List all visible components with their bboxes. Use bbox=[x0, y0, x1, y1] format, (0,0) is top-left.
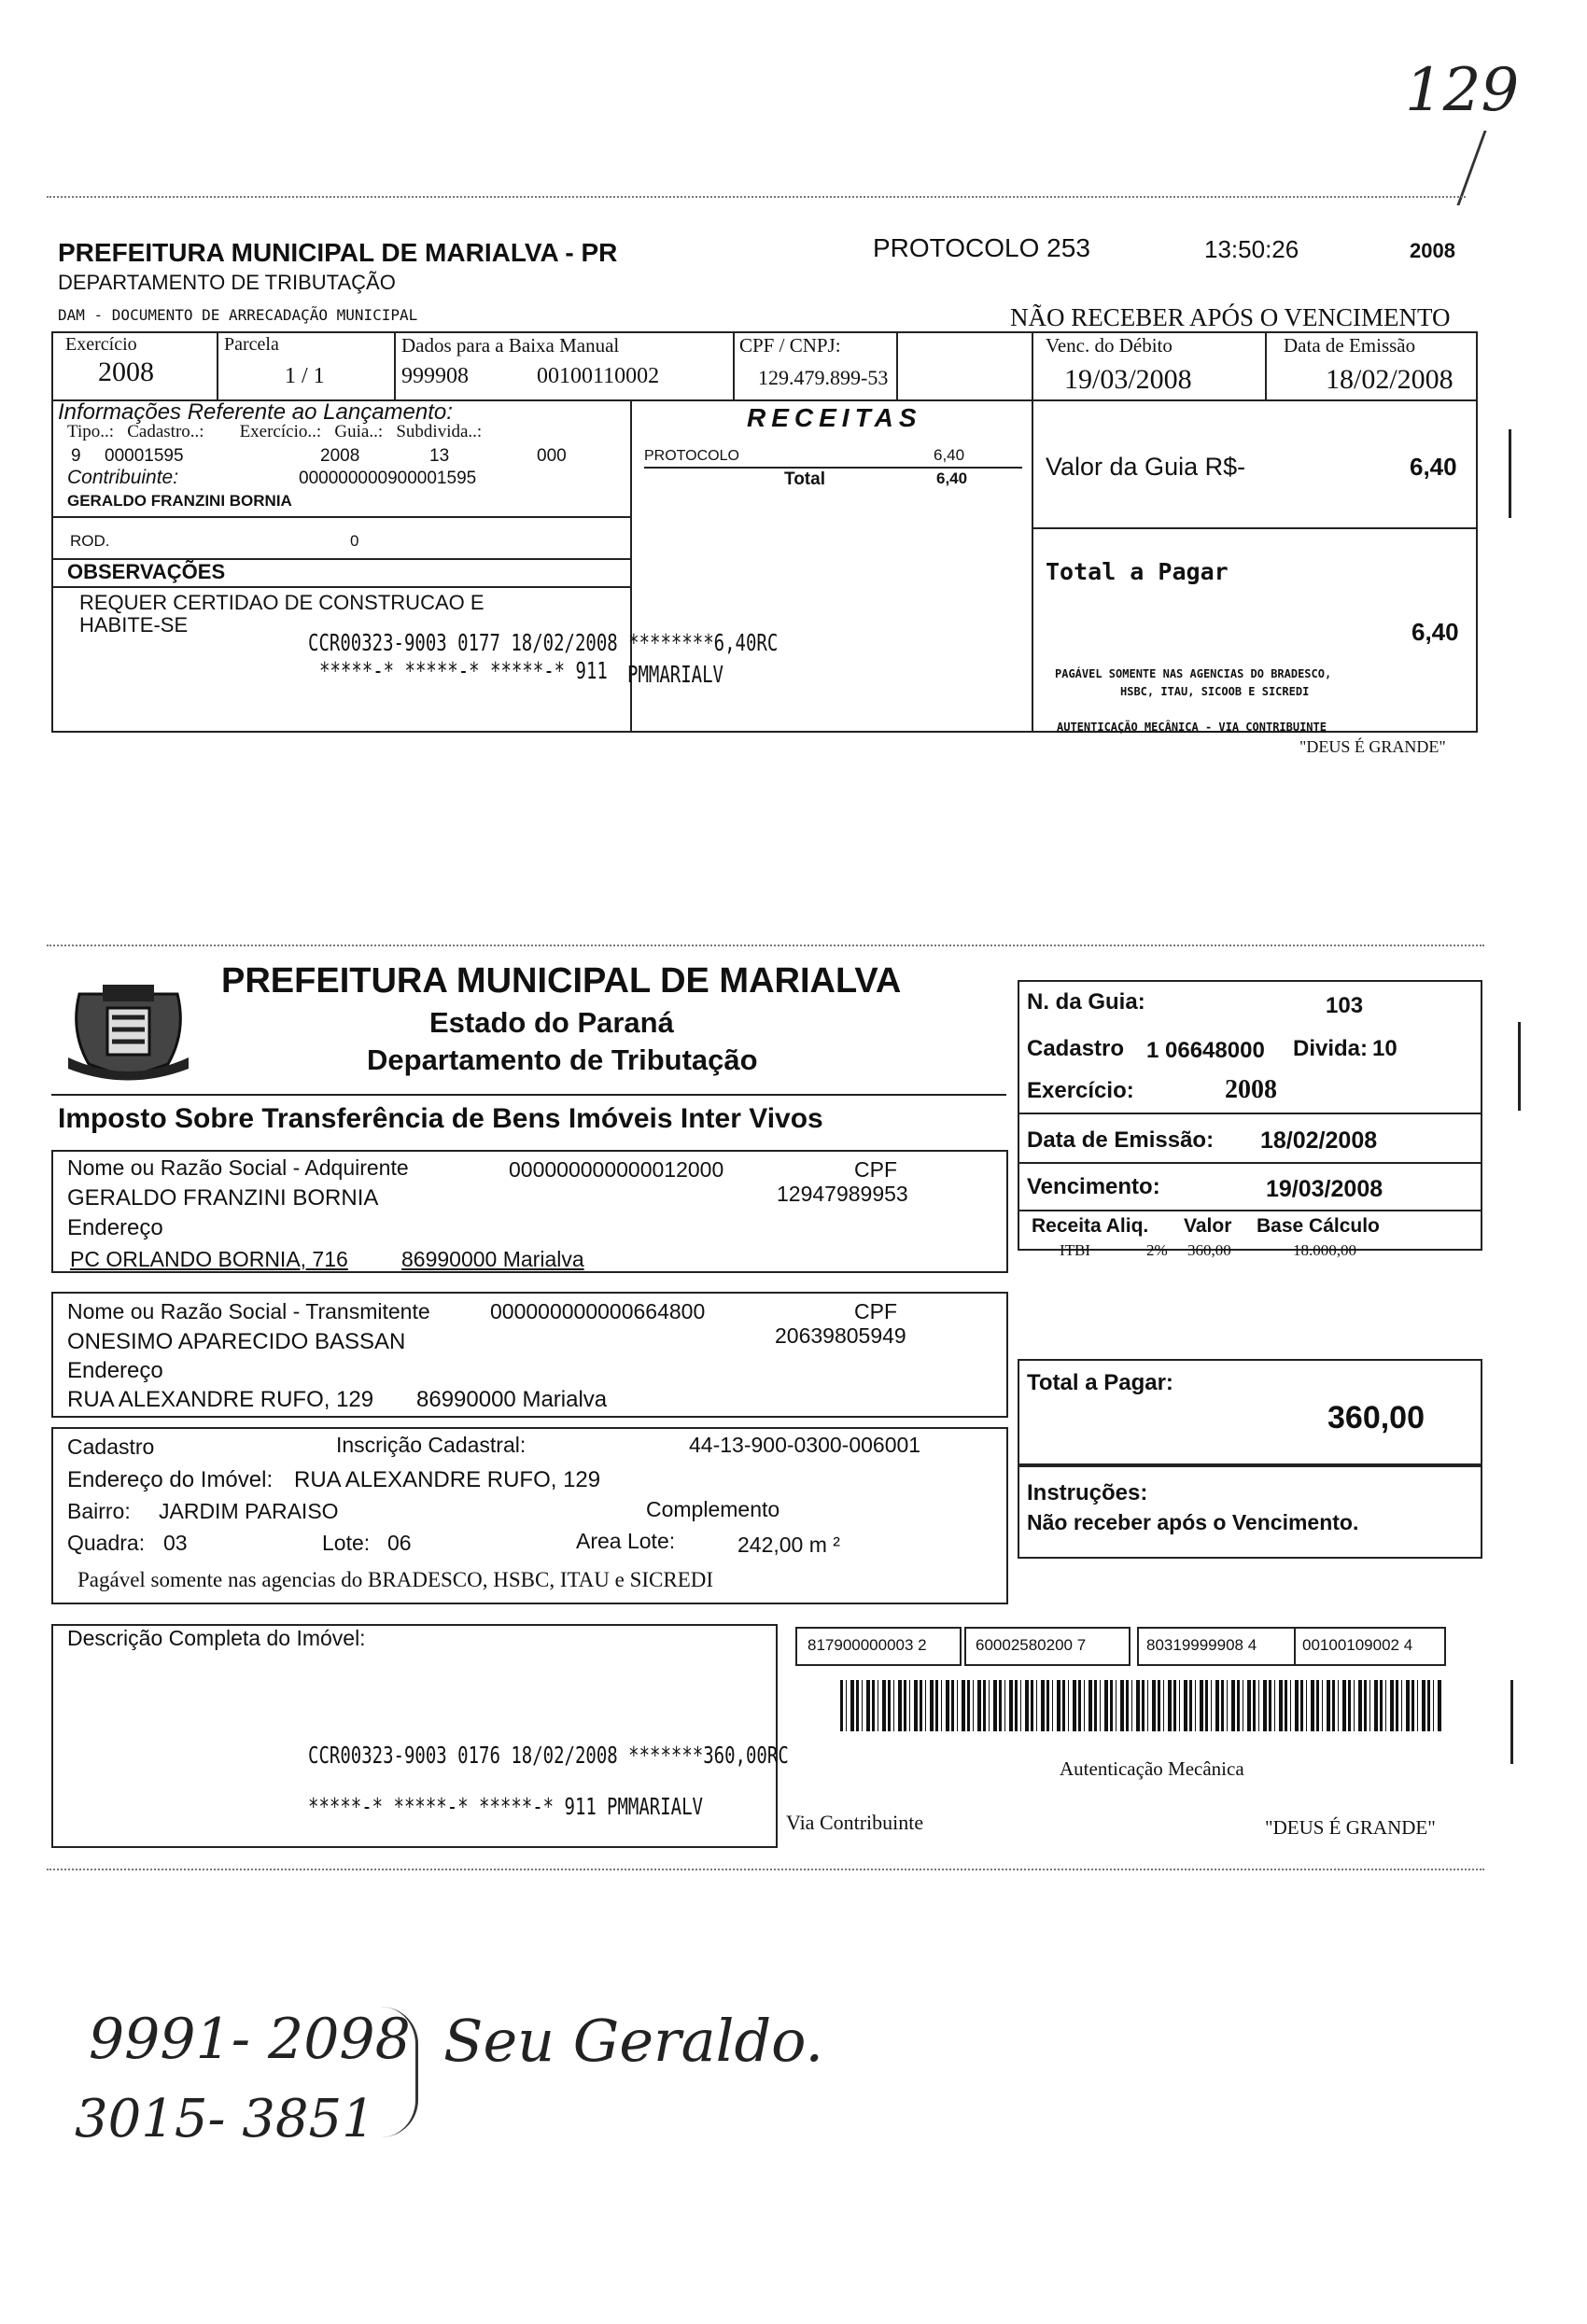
receitas-total-label: Total bbox=[784, 469, 825, 489]
info-tipo: 9 bbox=[71, 446, 81, 466]
rod-value: 0 bbox=[350, 532, 359, 550]
rule bbox=[1032, 331, 1033, 733]
adquirente-cep-city: 86990000 Marialva bbox=[401, 1247, 584, 1271]
divida-value: 10 bbox=[1372, 1036, 1397, 1061]
info-exercicio: 2008 bbox=[320, 446, 360, 466]
info-heading: Informações Referente ao Lançamento: bbox=[58, 399, 453, 425]
transmitente-cep-city: 86990000 Marialva bbox=[416, 1387, 608, 1412]
imovel-insc: 44-13-900-0300-006001 bbox=[689, 1433, 921, 1457]
valor-label: Valor bbox=[1184, 1215, 1232, 1237]
deus-bottom: "DEUS É GRANDE" bbox=[1265, 1816, 1436, 1839]
val-dados-2: 00100110002 bbox=[537, 364, 660, 388]
imovel-end: RUA ALEXANDRE RUFO, 129 bbox=[294, 1467, 601, 1492]
barcode-field-4: 00100109002 4 bbox=[1302, 1636, 1413, 1654]
imovel-complemento-label: Complemento bbox=[646, 1497, 780, 1521]
imovel-area-label: Area Lote: bbox=[576, 1529, 676, 1553]
obs-stamp-line2: *****-* *****-* *****-* 911 bbox=[319, 657, 608, 685]
receitas-row-value: 6,40 bbox=[934, 446, 965, 464]
exercicio-value: 2008 bbox=[1225, 1075, 1277, 1104]
val-emissao: 18/02/2008 bbox=[1326, 364, 1454, 395]
val-cpf: 129.479.899-53 bbox=[758, 366, 889, 389]
val-dados-1: 999908 bbox=[401, 364, 469, 388]
emissao-label: Data de Emissão: bbox=[1027, 1127, 1215, 1153]
imovel-cadastro-label: Cadastro bbox=[67, 1435, 155, 1459]
obs-stamp-line1: CCR00323-9003 0177 18/02/2008 ********6,40RC bbox=[308, 629, 779, 657]
receita-value: ITBI bbox=[1060, 1241, 1091, 1259]
info-guia: 13 bbox=[429, 446, 450, 466]
adquirente-cpf-label: CPF bbox=[854, 1157, 897, 1182]
imovel-end-label: Endereço do Imóvel: bbox=[67, 1467, 274, 1492]
transmitente-cpf-label: CPF bbox=[854, 1299, 897, 1323]
rule bbox=[51, 1094, 1006, 1096]
imovel-bairro: JARDIM PARAISO bbox=[159, 1499, 339, 1523]
transmitente-label: Nome ou Razão Social - Transmitente bbox=[67, 1299, 430, 1323]
adquirente-label: Nome ou Razão Social - Adquirente bbox=[67, 1155, 409, 1180]
margin-bracket bbox=[1503, 429, 1511, 518]
imovel-bairro-label: Bairro: bbox=[67, 1499, 131, 1523]
bottom-total-label: Total a Pagar: bbox=[1027, 1370, 1173, 1395]
rule bbox=[1265, 331, 1267, 399]
receitas-row-label: PROTOCOLO bbox=[644, 448, 739, 464]
notice-vencimento: NÃO RECEBER APÓS O VENCIMENTO bbox=[1010, 303, 1451, 331]
obs-line2: HABITE-SE bbox=[79, 613, 189, 637]
autenticacao-top: AUTENTICAÇÃO MECÂNICA - VIA CONTRIBUINTE bbox=[1057, 721, 1327, 734]
obs-heading: OBSERVAÇÕES bbox=[67, 560, 226, 583]
rule bbox=[644, 467, 1022, 469]
cadastro-value: 1 06648000 bbox=[1146, 1038, 1265, 1063]
imovel-pagavel: Pagável somente nas agencias do BRADESCO, HSBC, ITAU e SICREDI bbox=[77, 1568, 714, 1591]
adquirente-cpf: 12947989953 bbox=[777, 1182, 908, 1206]
handwritten-page-number: 129 bbox=[1405, 56, 1520, 125]
imovel-lote-label: Lote: bbox=[322, 1531, 371, 1555]
hdr-emissao: Data de Emissão bbox=[1284, 334, 1416, 357]
via-contribuinte: Via Contribuinte bbox=[786, 1811, 924, 1834]
total-pagar-label: Total a Pagar bbox=[1046, 558, 1229, 585]
handwritten-phone-1: 9991- 2098 bbox=[89, 2007, 411, 2072]
pagavel-line1: PAGÁVEL SOMENTE NAS AGENCIAS DO BRADESCO, bbox=[1055, 667, 1332, 680]
hdr-parcela: Parcela bbox=[224, 334, 279, 355]
val-parcela: 1 / 1 bbox=[285, 364, 325, 388]
info-cadastro: 00001595 bbox=[105, 446, 184, 466]
total-pagar-value: 6,40 bbox=[1411, 618, 1459, 646]
handwritten-name: Seu Geraldo. bbox=[443, 2007, 824, 2075]
handwritten-mark bbox=[1419, 131, 1486, 205]
transmitente-cpf: 20639805949 bbox=[775, 1323, 906, 1348]
tax-title: Imposto Sobre Transferência de Bens Imóveis Inter Vivos bbox=[58, 1103, 823, 1134]
adquirente-code: 000000000000012000 bbox=[509, 1157, 724, 1182]
valor-guia: 6,40 bbox=[1410, 453, 1457, 481]
pagavel-line2: HSBC, ITAU, SICOOB E SICREDI bbox=[1120, 685, 1310, 698]
autenticacao-mecanica: Autenticação Mecânica bbox=[1060, 1757, 1244, 1780]
rule bbox=[1018, 1113, 1482, 1114]
protocol-year: 2008 bbox=[1410, 239, 1455, 262]
vencimento-value: 19/03/2008 bbox=[1266, 1176, 1383, 1202]
guia-label: N. da Guia: bbox=[1027, 989, 1145, 1015]
base-calculo-label: Base Cálculo bbox=[1257, 1215, 1380, 1237]
guia-number: 103 bbox=[1326, 993, 1364, 1018]
rule bbox=[51, 586, 630, 588]
doc-type: DAM - DOCUMENTO DE ARRECADAÇÃO MUNICIPAL bbox=[58, 306, 418, 324]
cadastro-label: Cadastro bbox=[1027, 1036, 1125, 1061]
imovel-lote: 06 bbox=[387, 1531, 412, 1555]
rule bbox=[1032, 527, 1478, 529]
imovel-insc-label: Inscrição Cadastral: bbox=[336, 1433, 527, 1457]
imovel-quadra: 03 bbox=[163, 1531, 188, 1555]
barcode bbox=[840, 1680, 1442, 1731]
aliq-value: 2% bbox=[1146, 1241, 1168, 1259]
imovel-area: 242,00 m ² bbox=[737, 1533, 840, 1557]
hdr-cpf: CPF / CNPJ: bbox=[739, 334, 841, 357]
info-labels: Tipo..: Cadastro..: Exercício..: Guia..: Subdivida..: bbox=[67, 422, 483, 441]
contribuinte-label: Contribuinte: bbox=[67, 467, 179, 488]
val-venc: 19/03/2008 bbox=[1064, 364, 1192, 395]
info-subdivida: 000 bbox=[537, 446, 567, 466]
receita-aliq-label: Receita Aliq. bbox=[1032, 1215, 1149, 1237]
base-calculo-value: 18.000,00 bbox=[1293, 1241, 1356, 1259]
rule bbox=[217, 331, 218, 399]
obs-line1: REQUER CERTIDAO DE CONSTRUCAO E bbox=[79, 591, 485, 614]
rule bbox=[1018, 1162, 1482, 1164]
rule bbox=[394, 331, 396, 399]
obs-stamp-line3: PMMARIALV bbox=[627, 661, 723, 689]
bottom-stamp-line1: CCR00323-9003 0176 18/02/2008 *******360,00RC bbox=[308, 1742, 789, 1770]
vencimento-label: Vencimento: bbox=[1027, 1174, 1160, 1199]
rule bbox=[896, 331, 898, 399]
protocol-time: 13:50:26 bbox=[1204, 235, 1299, 263]
handwritten-phone-2: 3015- 3851 bbox=[75, 2089, 375, 2149]
emissao-value: 18/02/2008 bbox=[1260, 1127, 1378, 1154]
bottom-state: Estado do Paraná bbox=[429, 1006, 674, 1039]
contribuinte-code: 000000000900001595 bbox=[299, 469, 477, 488]
adquirente-name: GERALDO FRANZINI BORNIA bbox=[67, 1185, 379, 1211]
valor-value: 360,00 bbox=[1187, 1241, 1231, 1259]
transmitente-code: 000000000000664800 bbox=[490, 1299, 706, 1323]
descricao-label: Descrição Completa do Imóvel: bbox=[67, 1626, 366, 1650]
contribuinte-name: GERALDO FRANZINI BORNIA bbox=[67, 492, 292, 510]
rod-label: ROD. bbox=[70, 532, 110, 550]
adquirente-address: PC ORLANDO BORNIA, 716 bbox=[70, 1247, 348, 1271]
cut-line-middle bbox=[47, 945, 1484, 946]
val-exercicio: 2008 bbox=[98, 357, 154, 387]
valor-guia-label: Valor da Guia R$- bbox=[1046, 453, 1246, 481]
receitas-title: RECEITAS bbox=[747, 403, 922, 432]
bottom-department: Departamento de Tributação bbox=[367, 1043, 758, 1076]
bottom-total-value: 360,00 bbox=[1327, 1400, 1425, 1435]
handwritten-brace bbox=[378, 2007, 418, 2137]
transmitente-name: ONESIMO APARECIDO BASSAN bbox=[67, 1329, 406, 1354]
imovel-quadra-label: Quadra: bbox=[67, 1531, 146, 1555]
transmitente-end-label: Endereço bbox=[67, 1358, 163, 1383]
hdr-exercicio: Exercício bbox=[65, 334, 137, 355]
receitas-total-value: 6,40 bbox=[936, 469, 968, 487]
hdr-dados: Dados para a Baixa Manual bbox=[401, 334, 620, 357]
deus-top: "DEUS É GRANDE" bbox=[1299, 737, 1446, 756]
coat-of-arms-logo bbox=[61, 975, 196, 1083]
instrucoes-label: Instruções: bbox=[1027, 1480, 1148, 1505]
top-title: PREFEITURA MUNICIPAL DE MARIALVA - PR bbox=[58, 238, 618, 267]
barcode-field-1: 817900000003 2 bbox=[808, 1636, 927, 1654]
protocol: PROTOCOLO 253 bbox=[873, 233, 1090, 262]
hdr-venc: Venc. do Débito bbox=[1046, 334, 1173, 357]
barcode-field-3: 80319999908 4 bbox=[1146, 1636, 1257, 1654]
cut-line-top bbox=[47, 196, 1466, 198]
adquirente-end-label: Endereço bbox=[67, 1215, 163, 1240]
exercicio-label: Exercício: bbox=[1027, 1078, 1134, 1103]
margin-bracket bbox=[1514, 1022, 1521, 1111]
margin-bracket bbox=[1507, 1680, 1513, 1764]
bottom-stamp-line3: PMMARIALV bbox=[607, 1793, 703, 1821]
bottom-title: PREFEITURA MUNICIPAL DE MARIALVA bbox=[221, 961, 902, 1001]
divida-label: Divida: bbox=[1293, 1036, 1369, 1061]
top-department: DEPARTAMENTO DE TRIBUTAÇÃO bbox=[58, 271, 396, 294]
bottom-stamp-line2: *****-* *****-* *****-* 911 bbox=[308, 1793, 597, 1821]
rule bbox=[733, 331, 735, 399]
cut-line-bottom bbox=[47, 1869, 1484, 1870]
rule bbox=[51, 516, 630, 518]
barcode-field-2: 60002580200 7 bbox=[976, 1636, 1087, 1654]
transmitente-address: RUA ALEXANDRE RUFO, 129 bbox=[67, 1387, 374, 1412]
rule bbox=[1018, 1210, 1482, 1211]
instrucoes-text: Não receber após o Vencimento. bbox=[1027, 1510, 1359, 1534]
